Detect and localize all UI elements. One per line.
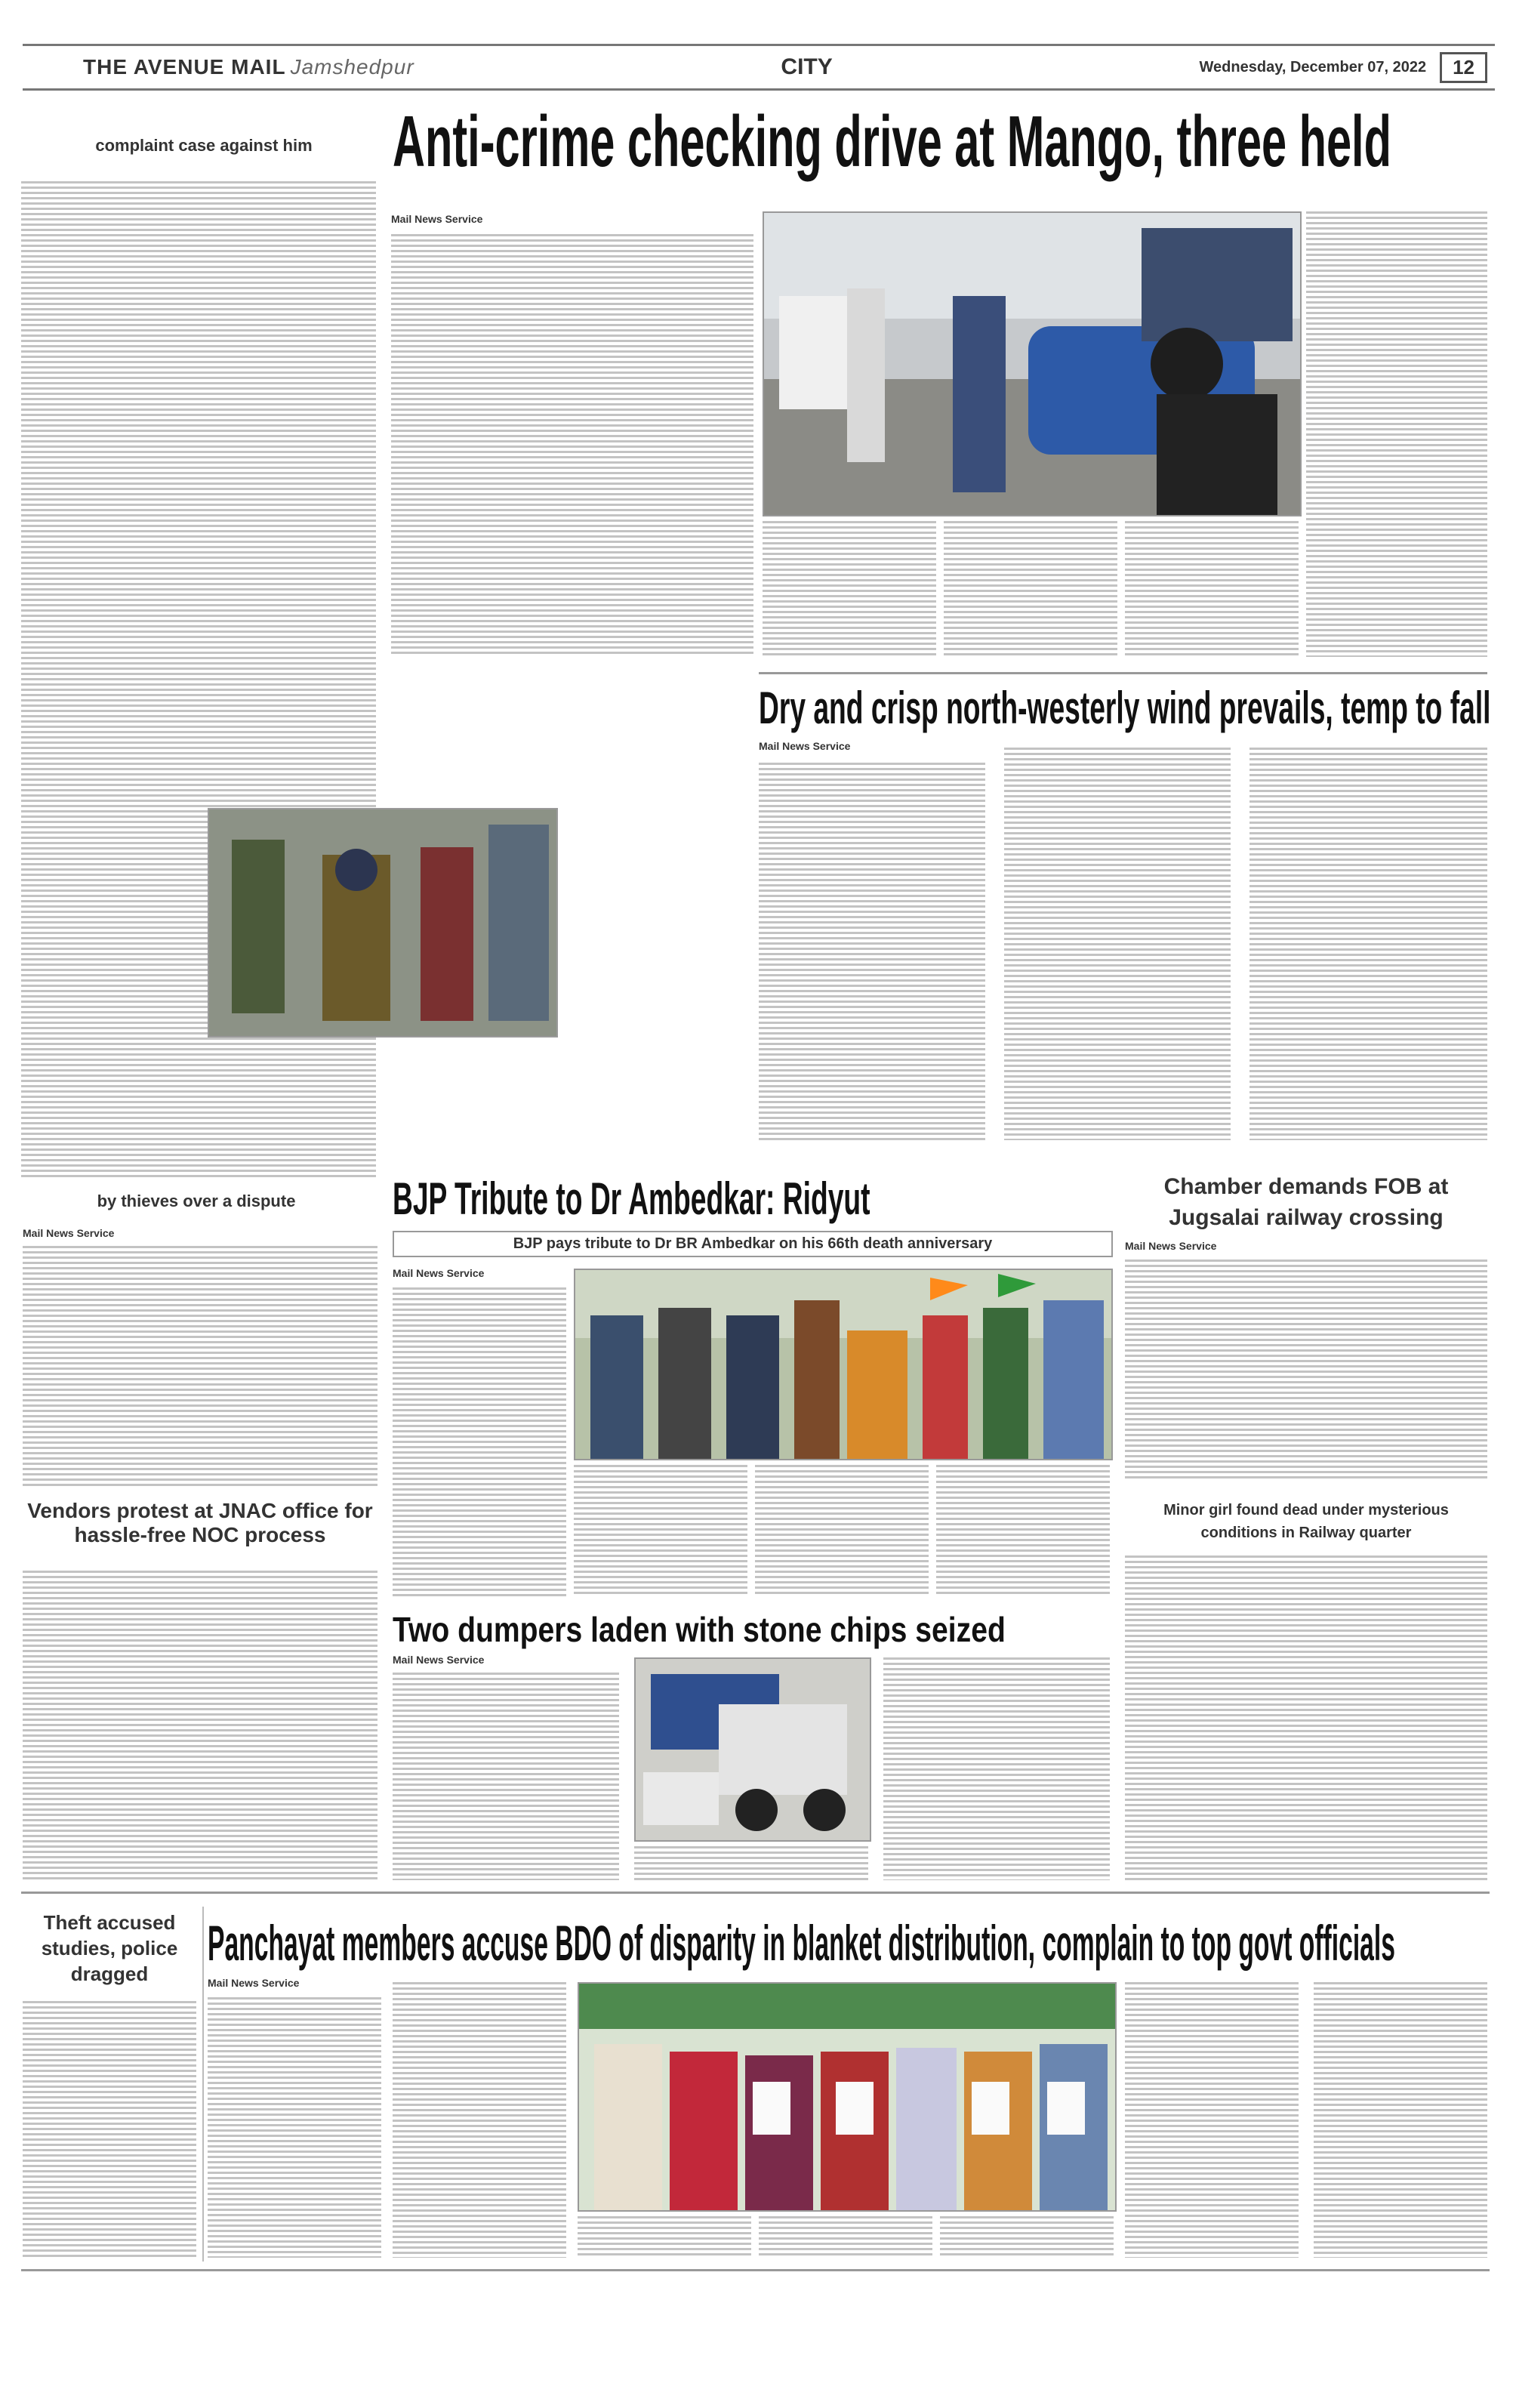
left-mid-text xyxy=(23,1246,377,1488)
lead-text-col-3 xyxy=(944,521,1117,657)
panchayat-byline: Mail News Service xyxy=(208,1977,300,1989)
panchayat-text-col-3 xyxy=(578,2216,751,2258)
dumpers-text-col-3 xyxy=(883,1657,1110,1880)
vendors-text xyxy=(23,1571,377,1880)
weather-headline: Dry and crisp north-westerly wind prevails, temp to fall xyxy=(759,683,1491,733)
panchayat-photo-art xyxy=(579,1984,1115,2210)
panchayat-text-col-7 xyxy=(1314,1982,1487,2258)
dumpers-byline: Mail News Service xyxy=(393,1654,485,1666)
paper-title: THE AVENUE MAIL xyxy=(83,55,286,79)
lead-byline: Mail News Service xyxy=(391,213,483,225)
bjp-photo-art xyxy=(575,1270,1111,1459)
masthead-right xyxy=(1200,52,1495,83)
police-photo-art xyxy=(209,809,556,1036)
panchayat-headline: Panchayat members accuse BDO of disparity in blanket distribution, complain to top govt officials xyxy=(208,1915,1395,1971)
bjp-text-col-1 xyxy=(393,1287,566,1597)
lead-text-col-4 xyxy=(1125,521,1299,657)
left-mid-caption: by thieves over a dispute xyxy=(97,1192,296,1210)
chamber-sub-text xyxy=(1125,1555,1487,1880)
left-mid-byline: Mail News Service xyxy=(23,1227,115,1239)
police-checking-photo xyxy=(208,808,558,1038)
lead-photo xyxy=(763,211,1302,516)
dumpers-text-col-1 xyxy=(393,1673,619,1880)
lead-headline: Anti-crime checking drive at Mango, three held xyxy=(393,101,1391,182)
weather-byline: Mail News Service xyxy=(759,740,851,752)
weather-text-col-1 xyxy=(759,763,985,1140)
lead-text-col-1 xyxy=(391,234,753,657)
masthead-paper-name xyxy=(23,55,414,79)
page-number: 12 xyxy=(1440,52,1487,83)
panchayat-text-col-1 xyxy=(208,1997,381,2258)
theft-text xyxy=(23,2001,196,2258)
panchayat-text-col-6 xyxy=(1125,1982,1299,2258)
theft-column-divider xyxy=(202,1907,204,2262)
bjp-text-col-2 xyxy=(574,1465,747,1597)
bjp-byline: Mail News Service xyxy=(393,1267,485,1279)
bjp-text-col-4 xyxy=(936,1465,1110,1597)
paper-location: Jamshedpur xyxy=(290,55,414,79)
left-top-deck: complaint case against him xyxy=(95,136,313,155)
dumpers-headline: Two dumpers laden with stone chips seized xyxy=(393,1610,1006,1649)
panchayat-text-col-2 xyxy=(393,1982,566,2258)
page-footer-rule xyxy=(21,2269,1490,2271)
bottom-section-rule xyxy=(21,1892,1490,1894)
panchayat-text-col-4 xyxy=(759,2216,932,2258)
chamber-sub-headline: Minor girl found dead under mysterious conditions in Railway quarter xyxy=(1163,1502,1449,1541)
lead-photo-art xyxy=(764,213,1300,515)
lead-text-col-2 xyxy=(763,521,936,657)
bjp-photo xyxy=(574,1269,1113,1460)
dumpers-text-col-2 xyxy=(634,1846,868,1880)
bjp-deck: BJP pays tribute to Dr BR Ambedkar on his 66th death anniversary xyxy=(393,1231,1113,1257)
page-masthead xyxy=(23,44,1495,91)
bjp-headline: BJP Tribute to Dr Ambedkar: Ridyut xyxy=(393,1173,870,1224)
weather-text-col-3 xyxy=(1249,748,1487,1140)
chamber-headline: Chamber demands FOB at Jugsalai railway crossing xyxy=(1163,1174,1449,1230)
dumpers-photo xyxy=(634,1657,871,1842)
issue-date: Wednesday, December 07, 2022 xyxy=(1199,58,1427,76)
section-name: CITY xyxy=(781,54,833,79)
lead-text-col-5 xyxy=(1306,211,1487,657)
panchayat-text-col-5 xyxy=(940,2216,1114,2258)
bjp-text-col-3 xyxy=(755,1465,929,1597)
theft-headline: Theft accused studies, police dragged xyxy=(41,1911,178,1985)
weather-top-rule xyxy=(759,672,1487,674)
chamber-byline: Mail News Service xyxy=(1125,1240,1217,1252)
weather-text-col-2 xyxy=(1004,748,1231,1140)
panchayat-photo xyxy=(578,1982,1117,2212)
dumpers-photo-art xyxy=(636,1659,870,1840)
chamber-text xyxy=(1125,1259,1487,1478)
vendors-headline: Vendors protest at JNAC office for hassle-free NOC process xyxy=(27,1499,373,1546)
